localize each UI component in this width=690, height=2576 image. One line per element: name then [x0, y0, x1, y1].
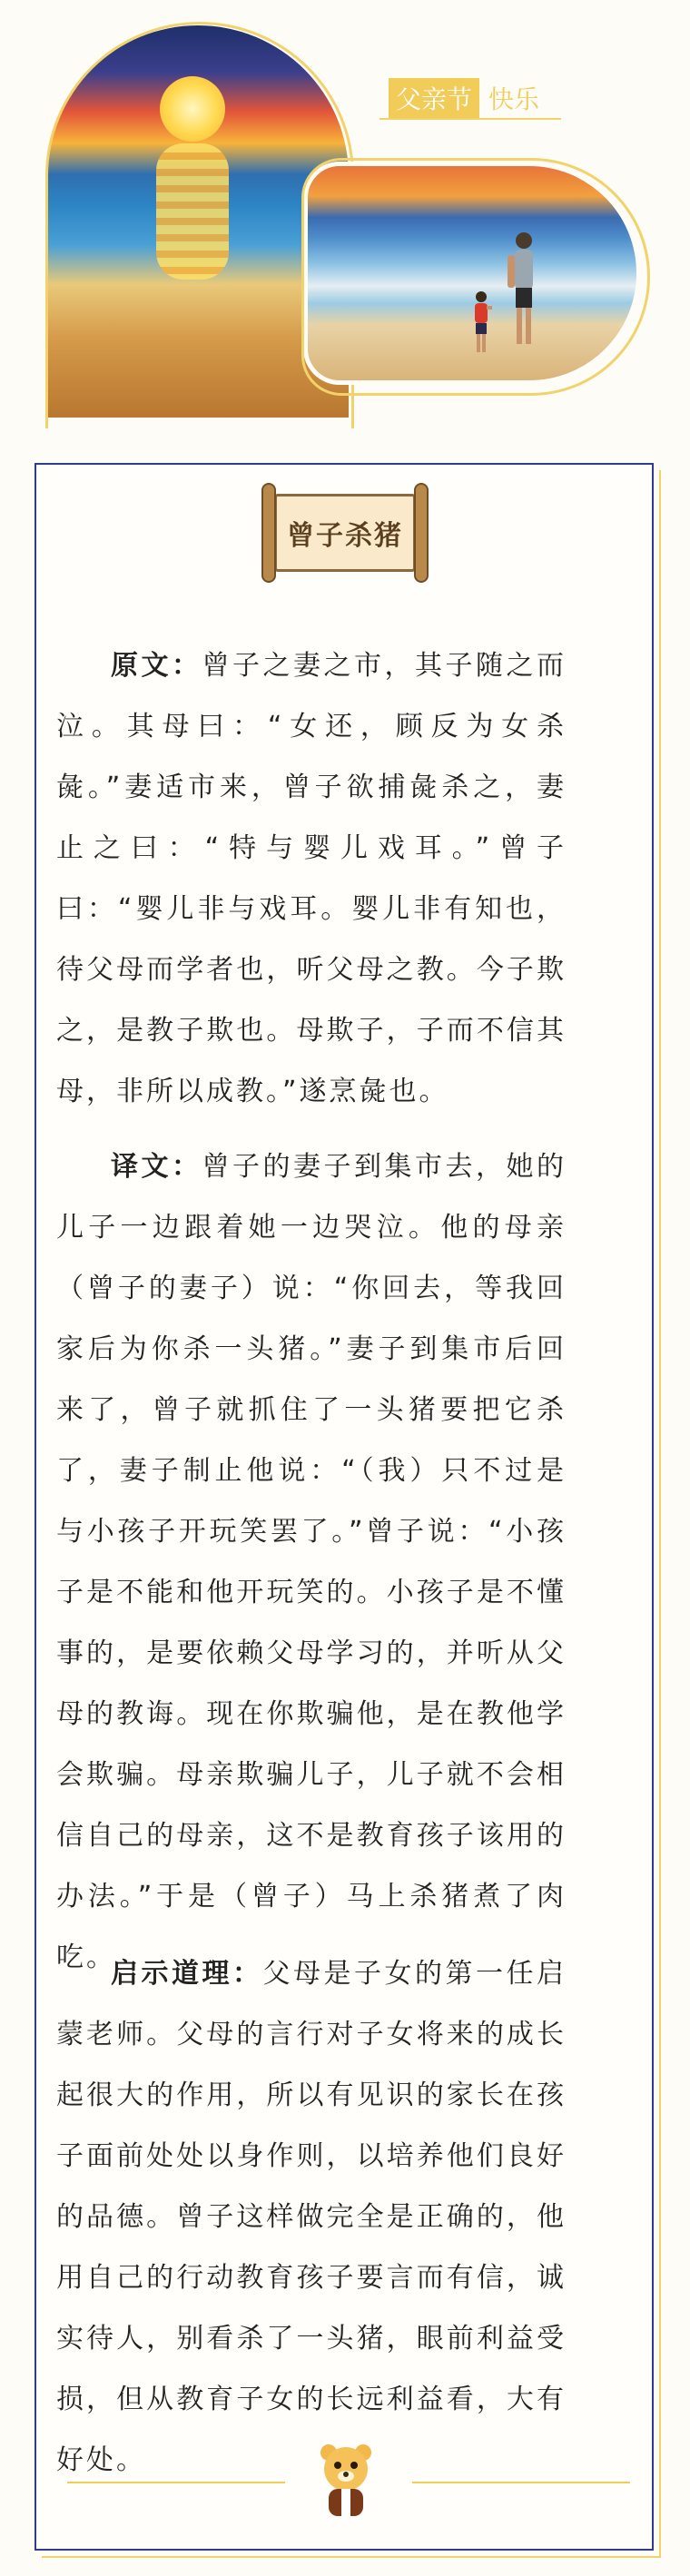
section-text: 曾子之妻之市，其子随之而泣。其母曰：“女还，顾反为女杀彘。”妻适市来，曾子欲捕彘杀之，妻止之曰：“特与婴儿戏耳。”曾子曰：“婴儿非与戏耳。婴儿非有知也，待父母而学者也，听父母之教。今子欺之，是教子欺也。母欺子，子而不信其母，非所以成教。”遂烹彘也。	[56, 650, 567, 1107]
section-lesson	[56, 1943, 567, 2491]
fathers-day-tag	[389, 78, 539, 118]
header-banner	[0, 0, 690, 454]
scroll-rod-right	[414, 483, 429, 583]
arch-frame-small	[301, 158, 650, 396]
tag-underline	[380, 118, 561, 120]
scroll-banner	[261, 483, 429, 583]
tag-highlight: 父亲节	[389, 78, 479, 118]
footer-line-right	[412, 2482, 630, 2483]
section-label: 译文：	[111, 1151, 202, 1183]
story-title: 曾子杀猪	[287, 520, 403, 552]
bear-mascot-icon	[318, 2442, 374, 2518]
section-label: 原文：	[111, 650, 202, 682]
section-text: 曾子的妻子到集市去，她的儿子一边跟着她一边哭泣。他的母亲（曾子的妻子）说：“你回去，等我回家后为你杀一头猪。”妻子到集市后回来了，曾子就抓住了一头猪要把它杀了，妻子制止他说：“（我）只不过是与小孩子开玩笑罢了。”曾子说：“小孩子是不能和他开玩笑的。小孩子是不懂事的，是要依赖父母学习的，并听从父母的教诲。现在你欺骗他，是在教他学会欺骗。母亲欺骗儿子，儿子就不会相信自己的母亲，这不是教育孩子该用的办法。”于是（曾子）马上杀猪煮了肉吃。	[56, 1151, 567, 1973]
footer-divider	[34, 2442, 654, 2523]
section-translation	[56, 1136, 567, 1988]
section-text: 父母是子女的第一任启蒙老师。父母的言行对子女将来的成长起很大的作用，所以有见识的家长在孩子面前处处以身作则，以培养他们良好的品德。曾子这样做完全是正确的，他用自己的行动教育孩子要言而有信，诚实待人，别看杀了一头猪，眼前利益受损，但从教育子女的长远利益看，大有好处。	[56, 1958, 567, 2476]
footer-line-left	[67, 2482, 285, 2483]
tag-plain: 快乐	[488, 84, 540, 114]
section-label: 启示道理：	[111, 1958, 263, 1990]
section-original	[56, 635, 567, 1122]
